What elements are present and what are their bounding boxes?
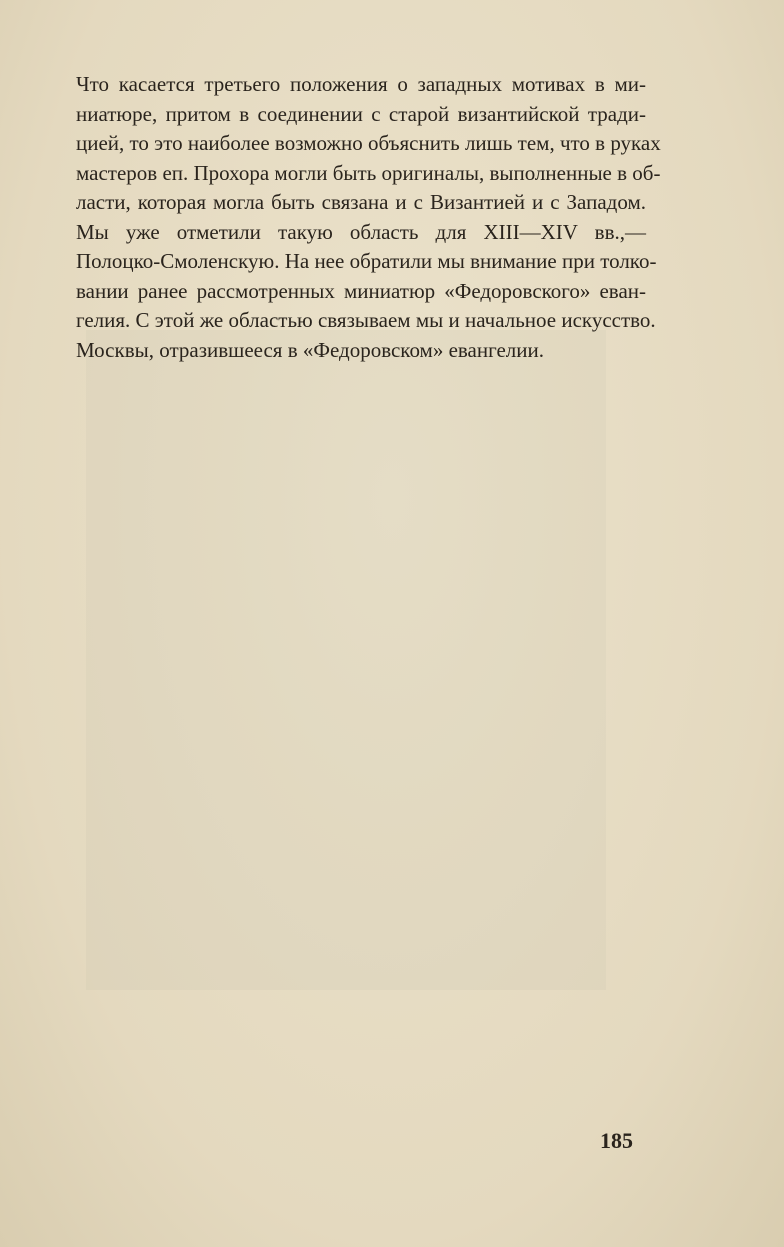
text-line: Что касается третьего положения о западных мотивах в ми- xyxy=(76,72,646,96)
text-line: мастеров еп. Прохора могли быть оригиналы, выполненные в об- xyxy=(76,160,661,185)
show-through-shadow xyxy=(86,330,606,990)
text-line: ниатюре, притом в соединении с старой византийской тради- xyxy=(76,101,646,126)
page-number: 185 xyxy=(600,1128,633,1153)
body-text xyxy=(76,70,661,365)
text-line: Москвы, отразившееся в «Федоровском» евангелии. xyxy=(76,337,544,362)
paragraph-2 xyxy=(76,218,657,366)
text-line: вании ранее рассмотренных миниатюр «Федоровского» еван- xyxy=(76,278,646,303)
text-line: гелия. С этой же областью связываем мы и начальное искусство. xyxy=(76,308,656,332)
text-line: Мы уже отметили такую область для XIII—XIV вв.,— xyxy=(76,219,646,244)
text-line: цией, то это наиболее возможно объяснить лишь тем, что в руках xyxy=(76,131,661,155)
paragraph-1 xyxy=(76,70,661,218)
text-line: ласти, которая могла быть связана и с Византией и с Западом. xyxy=(76,190,646,214)
text-line: Полоцко-Смоленскую. На нее обратили мы внимание при толко- xyxy=(76,249,657,273)
